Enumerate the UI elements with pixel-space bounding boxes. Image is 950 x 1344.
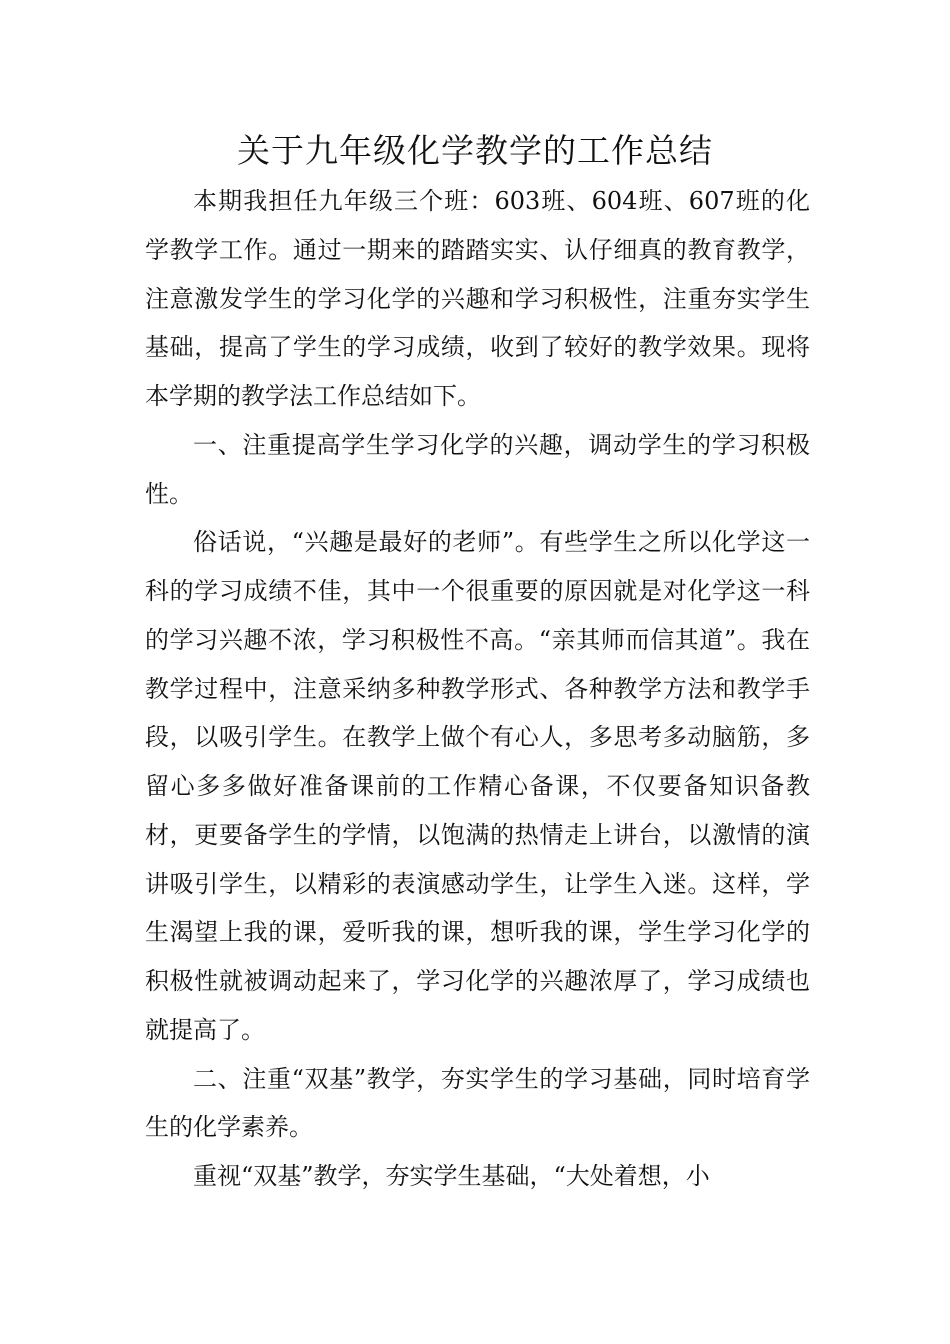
paragraph-basics: 重视“双基”教学，夯实学生基础，“大处着想，小 (193, 1162, 710, 1190)
heading-section-one: 一、注重提高学生学习化学的兴趣，调动学生的学习积极性。 (145, 430, 810, 508)
paragraph-interest: 俗话说，“兴趣是最好的老师”。有些学生之所以化学这一科的学习成绩不佳，其中一个很重要的原因就是对化学这一科的学习兴趣不浓，学习积极性不高。“亲其师而信其道”。我在教学过程中，注意采纳多种教学形式、各种教学方法和教学手段，以吸引学生。在教学上做个有心人，多思考多动脑筋，多留心多多做好准备课前的工作精心备课，不仅要备知识备教材，更要备学生的学情，以饱满的热情走上讲台，以激情的演讲吸引学生，以精彩的表演感动学生，让学生入迷。这样，学生渴望上我的课，爱听我的课，想听我的课，学生学习化学的积极性就被调动起来了，学习化学的兴趣浓厚了，学习成绩也就提高了。 (145, 528, 810, 1044)
document-body (145, 177, 810, 1201)
heading-section-two: 二、注重“双基”教学，夯实学生的学习基础，同时培育学生的化学素养。 (145, 1064, 810, 1142)
document-title: 关于九年级化学教学的工作总结 (237, 131, 713, 170)
paragraph-intro: 本期我担任九年级三个班：603班、604班、607班的化学教学工作。通过一期来的踏踏实实、认仔细真的教育教学，注意激发学生的学习化学的兴趣和学习积极性，注重夯实学生基础，提高了学生的学习成绩，收到了较好的教学效果。现将本学期的教学法工作总结如下。 (145, 187, 810, 410)
